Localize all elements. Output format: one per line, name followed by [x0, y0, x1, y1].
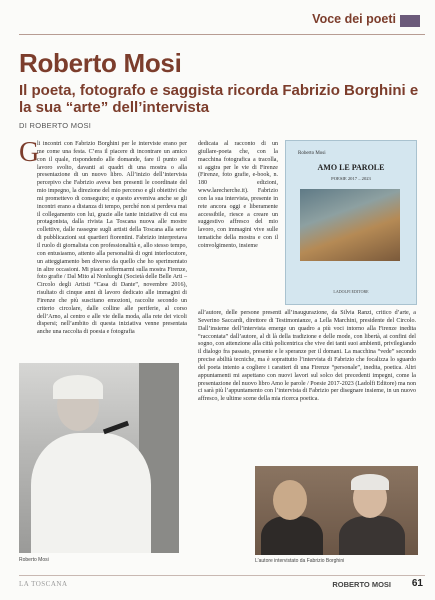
header-rule: [19, 34, 425, 35]
paragraph: dedicata al racconto di un giullare-poeta che, con la macchina fotografica a tracolla, si aggira per le vie di Firenze (Firenze, foto grafie, e-book, n. 180 edizioni, www.larecherche.it). Fabrizio con la sua intervista, presente in rete ancora oggi e liberamente accessibile, riesce a creare un suggestivo affresco del mio lavoro, con immagini vive sulle tematiche della mostra e con il coinvolgimento, insieme: [198, 141, 278, 249]
book-cover-artwork: [300, 189, 400, 261]
paragraph: all’autore, delle persone presenti all’inaugurazione, da Silvia Ranzi, critico d’arte, a Severino Saccardi, direttore di Testimonianze, a Lella Marchini, presidente del Circolo. Dall’insieme dell’intervista emerge un quadro a più voci intorno alla Firenze inedita “raccontata” dall’autore, al di là della tradizione e delle mode, con libertà, ai confini del sogno, con attenzione alla città policentrica che vive dei tanti suoi ambienti, privilegiando il dialogo fra passato, presente e le speranze per il domani. La macchina “vede” secondo precise abilità tecniche, ma è soprattutto l’intervista di Fabrizio che focalizza lo sguardo del poeta intento a cogliere i caratteri di una Firenze “personale”, inedita, poetica. Altri appuntamenti mi aspettano con nuovi lavori sul solco dei precedenti impegni, come la presentazione del nuovo libro Amo le parole / Poesie 2017-2023 (Ladolfi Editore) ma non ci sarà più l’appuntamento con l’intervista di Fabrizio per disegnare insieme, in un nuovo affresco, le ultime scene della mia ricerca poetica.: [198, 310, 416, 403]
photo-figure-body: [31, 433, 151, 553]
book-author: Roberto Mosi: [298, 151, 326, 156]
book-subtitle: POESIE 2017 – 2023: [331, 176, 371, 181]
article-subtitle: Il poeta, fotografo e saggista ricorda Fabrizio Borghini e la sua “arte” dell’intervista: [19, 82, 419, 116]
text-column-1: [37, 141, 187, 337]
section-header: [298, 10, 426, 32]
byline: DI ROBERTO MOSI: [19, 121, 92, 130]
section-label: Voce dei poeti: [312, 12, 396, 26]
text-column-3: [198, 310, 416, 404]
photo-caption-2: L’autore intervistato da Fabrizio Borghini: [255, 558, 345, 564]
photo-figure-hair: [53, 375, 103, 399]
photo-figure-head: [273, 480, 307, 520]
article-title: Roberto Mosi: [19, 48, 182, 78]
footer-rule: [19, 575, 425, 576]
book-publisher: LADOLFI EDITORE: [333, 289, 369, 294]
running-head: ROBERTO MOSI: [332, 580, 391, 589]
paragraph: li incontri con Fabrizio Borghini per le interviste erano per me come una festa. C’era il piacere di incontrare un amico con il quale, rispondendo alle domande, fare il punto sul lavoro svolto, davanti ai quadri di una mostra o alla presentazione di un nuovo libro. All’inizio dell’intervista percepivo che Fabrizio aveva ben presenti le coordinate del mio impegno, la direzione del mio percorso e gli obiettivi che mi promettevo di conseguire; e questo avveniva anche se gli incontri erano a distanza di tempo, perché non si perdeva mai il collegamento con lui, grazie alle tante iniziative di cui era protagonista, dalla rivista La Toscana nuova alle mostre collettive, dalle rassegne sugli artisti della Toscana alla serie di pubblicazioni sui quartieri fiorentini. Fabrizio interpretava il ruolo di giornalista con professionalità e, allo stesso tempo, con entusiasmo, attento alla personalità di ogni interlocutore, un atteggiamento ben diverso da quello che ho sperimentato in altre occasioni. Mi piace soffermarmi sulla mostra Firenze, foto grafie / Dal Mito al Nonluoghi (Società delle Belle Arti – Circolo degli Artisti “Casa di Dante”, novembre 2016), risultato di cinque anni di lavoro dedicato alle immagini di Firenze che più suscitano emozioni, raccolte secondo un criterio circolare, dalle colline alle periferie, al corso dell’Arno, al centro e alle vie della moda, alla rete dei vicoli dispersi; nell’ambito di questa iniziativa venne presentata anche una raccolta di poesia e fotografia: [37, 141, 187, 336]
photo-figure-body: [339, 516, 405, 555]
photo-figure-body: [261, 516, 323, 555]
magazine-name: LA TOSCANA: [19, 580, 68, 588]
interview-photo: [255, 466, 418, 555]
section-color-bar: [400, 15, 420, 27]
photo-caption-1: Roberto Mosi: [19, 557, 49, 563]
photo-figure-hair: [351, 474, 389, 490]
page-number: 61: [411, 578, 423, 589]
drop-cap: G: [19, 137, 40, 168]
book-cover-image: [285, 140, 417, 305]
author-photo: [19, 363, 179, 553]
microphone-icon: [103, 421, 129, 435]
text-column-2: [198, 141, 278, 251]
book-title: AMO LE PAROLE: [317, 163, 385, 172]
